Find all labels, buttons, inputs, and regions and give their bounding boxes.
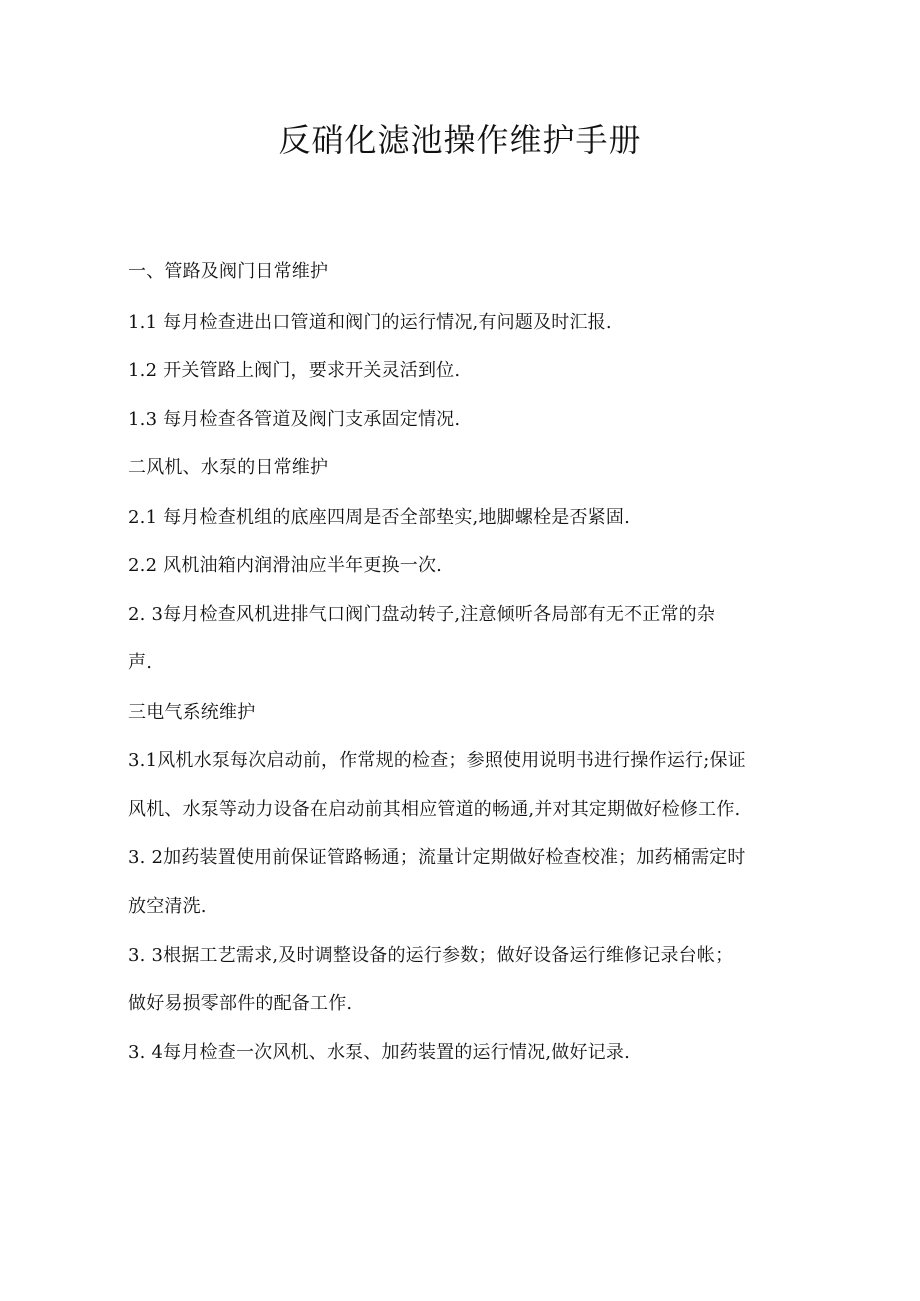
paragraph-line: 1.1 每月检查进出口管道和阀门的运行情况,有问题及时汇报. <box>128 312 612 333</box>
paragraph-line: 2. 3每月检查风机进排气口阀门盘动转子,注意倾听各局部有无不正常的杂 <box>128 604 716 625</box>
paragraph-line: 2.2 风机油箱内润滑油应半年更换一次. <box>128 555 443 576</box>
paragraph-line: 2.1 每月检查机组的底座四周是否全部垫实,地脚螺栓是否紧固. <box>128 507 630 528</box>
paragraph-line: 3. 3根据工艺需求,及时调整设备的运行参数；做好设备运行维修记录台帐； <box>128 945 734 966</box>
paragraph-line: 1.3 每月检查各管道及阀门支承固定情况. <box>128 409 461 430</box>
paragraph-line: 声. <box>128 652 153 673</box>
paragraph-line: 风机、水泵等动力设备在启动前其相应管道的畅通,并对其定期做好检修工作. <box>128 799 741 820</box>
paragraph-line: 3.1风机水泵每次启动前，作常规的检查；参照使用说明书进行操作运行;保证 <box>128 750 746 771</box>
paragraph-line: 1.2 开关管路上阀门，要求开关灵活到位. <box>128 360 461 381</box>
section-heading-1: 一、管路及阀门日常维护 <box>128 261 329 282</box>
section-heading-2: 二风机、水泵的日常维护 <box>128 457 329 478</box>
paragraph-line: 放空清洗. <box>128 896 207 917</box>
document-title: 反硝化滤池操作维护手册 <box>278 121 642 159</box>
paragraph-line: 做好易损零部件的配备工作. <box>128 993 353 1014</box>
paragraph-line: 3. 2加药装置使用前保证管路畅通；流量计定期做好检查校准；加药桶需定时 <box>128 847 746 868</box>
section-heading-3: 三电气系统维护 <box>128 702 256 723</box>
paragraph-line: 3. 4每月检查一次风机、水泵、加药装置的运行情况,做好记录. <box>128 1042 630 1063</box>
